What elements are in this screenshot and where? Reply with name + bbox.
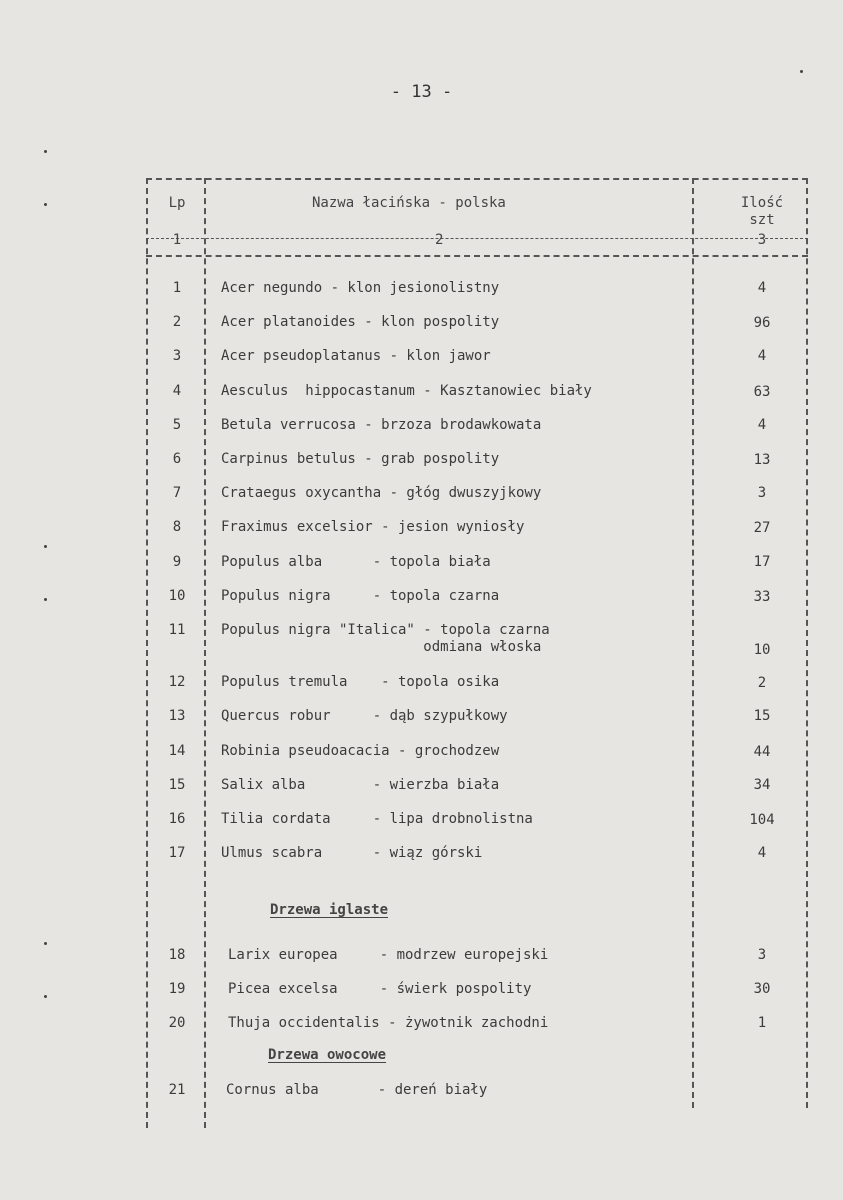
row-quantity: 15 <box>753 708 771 725</box>
margin-dot <box>44 150 47 153</box>
row-lp: 11 <box>168 622 186 638</box>
header-divider <box>146 238 808 239</box>
row-lp: 20 <box>168 1015 186 1031</box>
table-top-border <box>146 178 808 180</box>
header-col-number-1: 1 <box>172 232 182 248</box>
row-species-name: Tilia cordata - lipa drobnolistna <box>221 811 533 827</box>
row-lp: 15 <box>168 776 186 793</box>
margin-dot <box>44 598 47 601</box>
row-lp: 17 <box>168 845 186 862</box>
row-species-name: Robinia pseudoacacia - grochodzew <box>221 742 500 759</box>
row-lp: 4 <box>172 382 182 399</box>
row-quantity: 33 <box>753 588 771 605</box>
row-lp: 19 <box>168 981 186 997</box>
row-quantity: 17 <box>753 553 771 570</box>
row-lp: 3 <box>172 348 182 365</box>
header-name: Nazwa łacińska - polska <box>312 195 506 211</box>
row-species-name: Acer platanoides - klon pospolity <box>221 314 500 331</box>
row-quantity: 44 <box>753 743 771 760</box>
margin-dot <box>44 545 47 548</box>
row-species-name: Salix alba - wierzba biała <box>221 776 500 793</box>
row-quantity: 1 <box>757 1015 767 1031</box>
row-quantity: 30 <box>753 981 771 997</box>
row-species-name: Acer negundo - klon jesionolistny <box>221 280 500 296</box>
header-col-number-2: 2 <box>435 232 444 248</box>
page-number: - 13 - <box>390 82 453 102</box>
row-quantity: 3 <box>757 485 767 502</box>
col-divider-2 <box>692 178 694 1108</box>
row-species-name: Aesculus hippocastanum - Kasztanowiec biały <box>221 382 592 399</box>
row-quantity: 4 <box>757 348 767 365</box>
row-species-name: Populus nigra - topola czarna <box>221 587 500 604</box>
row-lp: 5 <box>172 416 182 433</box>
margin-dot <box>44 995 47 998</box>
row-species-name: Fraximus excelsior - jesion wyniosły <box>221 519 525 536</box>
row-lp: 21 <box>168 1082 186 1098</box>
margin-dot <box>44 942 47 945</box>
row-lp: 10 <box>168 587 186 604</box>
row-species-name: Quercus robur - dąb szypułkowy <box>221 708 508 725</box>
row-species-name: Crataegus oxycantha - głóg dwuszyjkowy <box>221 485 542 502</box>
row-lp: 18 <box>168 947 186 963</box>
row-quantity: 4 <box>757 845 767 862</box>
row-species-name: Cornus alba - dereń biały <box>226 1082 488 1098</box>
row-quantity: 4 <box>757 280 767 296</box>
row-species-name: Larix europea - modrzew europejski <box>228 947 549 963</box>
row-species-name: Populus tremula - topola osika <box>221 674 500 691</box>
row-species-name: Betula verrucosa - brzoza brodawkowata <box>221 416 542 433</box>
row-quantity: 96 <box>753 315 771 332</box>
row-lp: 2 <box>172 314 182 331</box>
row-lp: 6 <box>172 451 182 467</box>
row-lp: 9 <box>172 553 182 570</box>
row-species-name: Ulmus scabra - wiąz górski <box>221 845 483 862</box>
row-lp: 14 <box>168 742 186 759</box>
row-species-name: Populus alba - topola biała <box>221 553 491 570</box>
section-heading-conifers: Drzewa iglaste <box>270 902 389 918</box>
row-quantity: 34 <box>753 776 771 793</box>
row-lp: 7 <box>172 485 182 502</box>
header-col-number-3: 3 <box>757 232 767 248</box>
header-bottom-border <box>146 255 808 257</box>
header-lp: Lp <box>168 195 186 211</box>
margin-dot <box>44 203 47 206</box>
header-qty: Ilość szt <box>740 195 784 228</box>
row-species-name: Carpinus betulus - grab pospolity <box>221 451 500 467</box>
row-quantity: 2 <box>757 675 767 692</box>
row-quantity: 10 <box>753 642 771 658</box>
row-quantity: 63 <box>753 383 771 400</box>
row-species-name: Thuja occidentalis - żywotnik zachodni <box>228 1015 549 1031</box>
row-lp: 16 <box>168 811 186 827</box>
row-quantity: 13 <box>753 452 771 468</box>
row-quantity: 4 <box>757 416 767 433</box>
col-divider-1 <box>204 178 206 1128</box>
row-quantity: 104 <box>749 812 775 828</box>
margin-dot <box>800 70 803 73</box>
row-species-name: Picea excelsa - świerk pospolity <box>228 981 532 997</box>
table-left-border <box>146 178 148 1128</box>
row-species-name: Acer pseudoplatanus - klon jawor <box>221 348 491 365</box>
row-lp: 13 <box>168 708 186 725</box>
row-quantity: 3 <box>757 947 767 963</box>
row-species-name: Populus nigra "Italica" - topola czarna odmiana włoska <box>221 622 550 655</box>
section-heading-fruit: Drzewa owocowe <box>268 1047 387 1063</box>
row-lp: 12 <box>168 674 186 691</box>
row-lp: 8 <box>172 519 182 536</box>
row-quantity: 27 <box>753 520 771 537</box>
row-lp: 1 <box>172 280 182 296</box>
